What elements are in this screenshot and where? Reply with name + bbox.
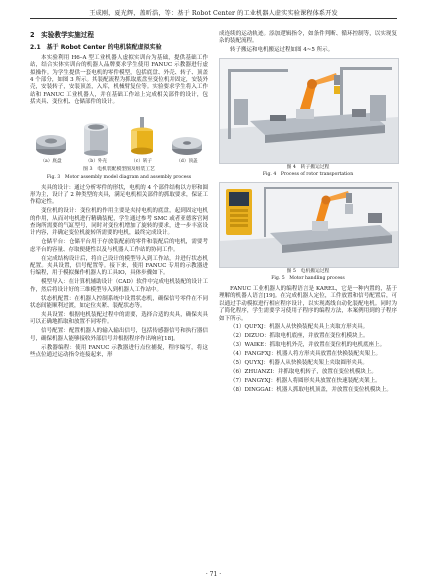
paragraph: 模型导入：在计算机辅助设计（CAD）软件中完成电机装配的设计工作，然后将设计好的三维模型导入到机器人工作站中。 [30, 279, 208, 293]
figure-3-caption: 图 3 电机装配模型图及组装工艺 [83, 167, 155, 173]
paragraph: 夹具的设计：通过分析零件的形状，电机的 4 个部件结构以方形和圆形为主，设计了 2 种类型的夹具，满足电机相关部件的抓取要求，保证工作稳定性。 [30, 184, 208, 206]
figure-3d-label: （d）顶盖 [176, 159, 198, 165]
paragraph: 变位机的设计：变位机的作用主要是夹持电机的底盘，起到固定电机的作用，从而对电机进行精确装配，学生通过参考 SMC 或者亚德客官网查询所需要的气缸型号，同时对变位机增加了旋转的要求，进一步丰富设计内容，并确定变位机旋转所需要的电机，最终完成设计。 [30, 208, 208, 237]
figure-4-caption-en: Fig. 4 Process of rotor transportation [262, 171, 354, 177]
paragraph: 示教器编程：使用 FANUC 示教器进行点位捕捉，程序编写，将这些点位通过运动指令连接起来，形 [30, 344, 208, 358]
figure-3-caption-en: Fig. 3 Motor assembly model diagram and assembly process [46, 174, 192, 180]
motor-top-cover-image [170, 117, 204, 157]
motor-rotor-image [125, 117, 159, 157]
page-number: · 71 · [205, 571, 222, 578]
section-heading: 2 实验教学实施过程 [30, 31, 94, 39]
figure-5-caption: 图 5 电机搬运过程 [286, 268, 330, 274]
figure-4-caption: 图 4 转子搬运过程 [286, 164, 330, 170]
list-item: （8）DINGGAI：机器人抓取电机顶盖，并放置在变位机模块上。 [230, 387, 392, 394]
list-item: （3）WAIKE：抓取电机外壳，并放置在变位机的电机底座上。 [230, 342, 386, 349]
figure-3c [125, 117, 159, 165]
paragraph: 本实验利用 H6–A 型工业机器人虚拟实训台为基础，提供基础工作站，结合实体实训台的机器人品牌要求学生使用 FANUC 示教器进行虚拟操作。为学生提供一套电机的零件模型，包括底盘、外壳、转子、顶盖 4 个部分，如图 3 所示。其装配流程为抓取底盘至变位机并固定，安装外壳，安装转子，安装顶盖，入库，机械臂复位等。实验要求学生将入工作站和 FANUC 工业机器人，并在基础工作站上完成相关部件的设计，包括夹具、变位机、仓储部件的设计。 [30, 54, 208, 106]
figure-3a [34, 117, 68, 165]
figure-5-image [219, 182, 399, 268]
right-column [219, 31, 397, 396]
figure-3b [79, 117, 113, 165]
list-item: （4）FANGFXJ：机器人将方形夹具放置在快换装配夹架上。 [230, 351, 381, 358]
paragraph: 信号配置：配置机器人的输入输出信号，包括传感器信号和执行器信号，确保机器人能够接收外部信号并根据程序作出响应[18]。 [30, 328, 208, 342]
left-column [30, 31, 208, 361]
running-header: 王成刚，夏光辉，盖昕浩，等：基于 Robot Center 的工业机器人虚实实验课程体系开发 [89, 10, 338, 17]
motor-housing-image [79, 117, 113, 157]
paragraph: 夹具设置：根据电机装配过程中的需要，选择合适的夹具，确保夹具可以正确地抓取和放置不同零件。 [30, 311, 208, 326]
motor-base-image [34, 117, 68, 157]
figure-3c-label: （c）转子 [131, 159, 153, 165]
paragraph: 仓储平台：仓储平台用于存放装配前的零件和装配后的电机，需要考虑平台的容量、存取便捷性以及与机器人工作站的协同工作。 [30, 239, 208, 253]
figure-3b-label: （b）外壳 [85, 159, 107, 165]
list-item: （7）FANGYXJ：机器人将圆形夹具放置在快速装配夹架上。 [230, 378, 381, 385]
list-item: （1）QUFXJ：机器人从快换装配夹具上夹取方形夹具。 [230, 324, 369, 331]
paragraph: 在完成结构设计后，将自己设计的模型导入到工作站，并进行状态机配置。夹具设置，信号配置等。接下来，使用 FANUC 专用的示教器进行编程，用于模拟操作机器人的工具IO，具体步骤如下。 [30, 255, 208, 277]
subsection-heading: 2.1 基于 Robot Center 的电机装配虚拟实验 [30, 43, 162, 51]
list-item: （6）ZHUANZI：并抓取电机转子，放置在变位机模块上。 [230, 369, 377, 376]
figure-3 [30, 109, 208, 165]
figure-3a-label: （a）底盘 [40, 159, 62, 165]
paragraph: 转子搬运和电机搬运过程如图 4~5 所示。 [230, 47, 334, 54]
list-item: （5）QUYXJ：机器人从快换装配夹架上夹取圆形夹具。 [230, 360, 368, 367]
figure-4-image [219, 58, 399, 164]
figure-5-caption-en: Fig. 5 Motor handling process [271, 276, 345, 282]
paragraph: 成连续的运动轨迹。添加逻辑指令，如条件判断、循环控制等，以实现复杂的装配流程。 [219, 31, 397, 45]
paragraph: 状态机配置：在机器人控制系统中设置状态机，确保信号零件在不同状态间能顺利过渡，如定位夹紧、装配状态等。 [30, 295, 208, 309]
paragraph: FANUC 工业机器人的编程语言是 KAREL，它是一种内置的，基于理解的机器人语言[19]。在完成机器人定位，工件放置和信号配置后，可以通过手动模拟进行相应程序设计，以实现离线自动化装配电机。同时为了简化程序，学生需要学习使用子程序的编程方法，本案例用到的子程序如下所示。 [219, 286, 397, 322]
header-rule [30, 18, 397, 19]
list-item: （2）DIZUO：抓取电机底座，并放置在变位机模块上。 [230, 333, 369, 340]
figure-3d [170, 117, 204, 165]
